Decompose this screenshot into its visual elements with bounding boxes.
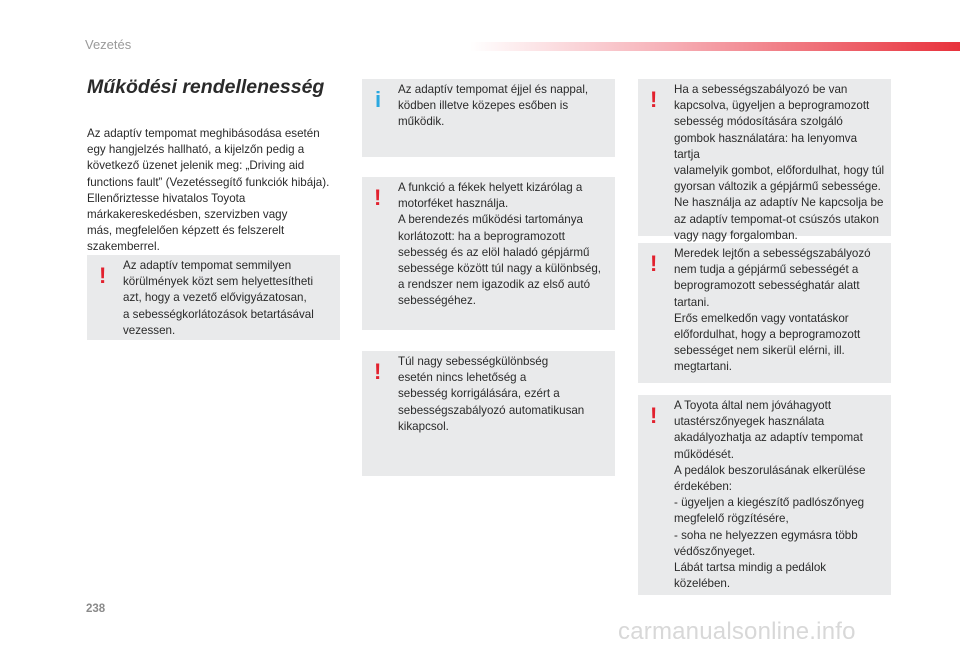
note-text: Túl nagy sebességkülönbség esetén nincs lehetőség a sebesség korrigálására, ezért a sebességszabályozó automatikusan kikapcsol. [398,355,585,433]
warning-box [638,243,891,383]
exclamation-icon: ! [374,359,382,384]
watermark: carmanualsonline.info [618,618,856,645]
info-icon: i [375,87,382,112]
exclamation-icon: ! [650,251,658,276]
warning-box [362,351,615,476]
header-accent-bar [470,42,960,51]
note-text: Az adaptív tempomat éjjel és nappal, ködben illetve közepes esőben is működik. [398,83,589,129]
section-title: Vezetés [85,37,132,52]
page-title: Működési rendellenesség [87,76,325,98]
note-text: Meredek lejtőn a sebességszabályozó nem tudja a gépjármű sebességét a beprogramozott sebességhatár alatt tartani. Erős emelkedőn vagy vontatáskor előfordulhat, hogy a beprogramozott sebességet nem sikerül elérni, ill. megtartani. [674,247,871,374]
note-text: A funkció a fékek helyett kizárólag a motorféket használja. A berendezés működési tartománya korlátozott: ha a beprogramozott sebesség és az elöl haladó gépjármű sebessége között túl nagy a különbség, a rendszer nem igazodik az első autó sebességéhez. [398,181,602,308]
warning-box [638,395,891,595]
warning-box [362,177,615,330]
exclamation-icon: ! [374,185,382,210]
note-text: Ha a sebességszabályozó be van kapcsolva, ügyeljen a beprogramozott sebesség módosítására szolgáló gombok használatára: ha lenyomva tartja valamelyik gombot, előfordulhat, hogy túl gyorsan változik a gépjármű sebessége. Ne használja az adaptív Ne kapcsolja be az adaptív tempomat-ot csúszós utakon vagy nagy forgalomban. [674,83,885,242]
note-text: Az adaptív tempomat semmilyen körülmények közt sem helyettesítheti azt, hogy a vezető elővigyázatosan, a sebességkorlátozások betartásával vezessen. [123,259,314,337]
exclamation-icon: ! [650,403,658,428]
exclamation-icon: ! [99,263,107,288]
info-box [362,79,615,157]
note-text: A Toyota által nem jóváhagyott utastérszőnyegek használata akadályozhatja az adaptív tempomat működését. A pedálok beszorulásának elkerülése érdekében: - ügyeljen a kiegészítő padlószőnyeg megfelelő rögzítésére, - soha ne helyezzen egymásra több védőszőnyeget. Lábát tartsa mindig a pedálok közelében. [674,399,866,591]
exclamation-icon: ! [650,87,658,112]
warning-box [87,255,340,340]
intro-paragraph: Az adaptív tempomat meghibásodása esetén egy hangjelzés hallható, a kijelzőn pedig a következő üzenet jelenik meg: „Driving aid functions fault” (Vezetéssegítő funkciók hibája). Ellenőriztesse hivatalos Toyota márkakereskedésben, szervizben vagy más, megfelelően képzett és felszerelt szakemberrel. [87,127,330,254]
warning-box [638,79,891,242]
page-number: 238 [86,603,106,615]
